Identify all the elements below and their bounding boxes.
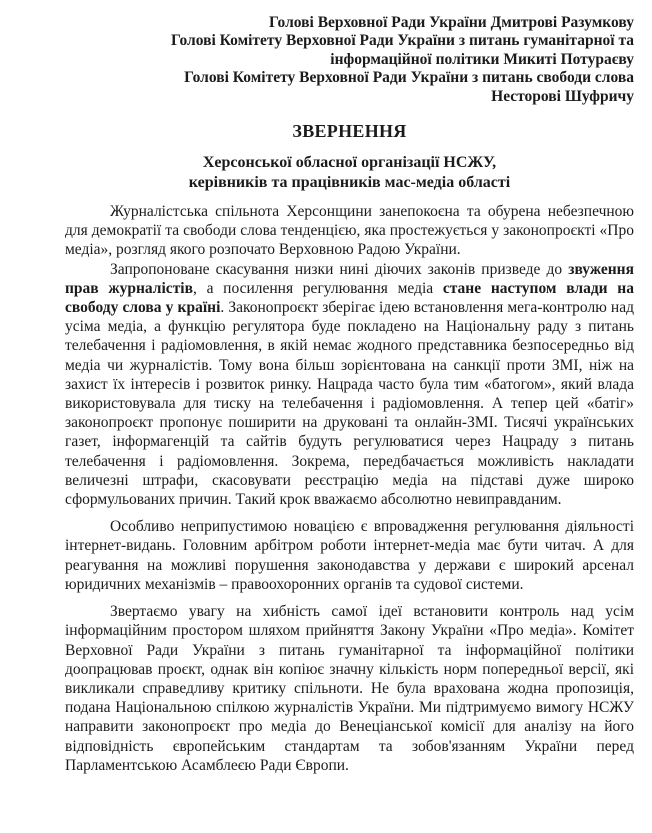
paragraph-bold-text: звуження прав журналістів <box>65 260 634 297</box>
paragraph-bold-text: стане наступом влади на свободу слова у країні <box>65 279 634 317</box>
paragraph-text: . Законопроєкт зберігає ідею встановлення мега-контролю над усіма медіа, а функцію регулятора буде покладено на Національну раду з питань телебачення і радіомовлення, в якій немає жодного представника безпосередньо від медіа чи журналістів. Тому вона більш зорієнтована на санкції проти ЗМІ, ніж на захист їх інтересів і розвиток ринку. Нацрада часто була тим «батогом», який влада використовувала для тиску на телебачення і радіомовлення. А тепер цей «батіг» законопроєкт пропонує поширити на друковані та онлайн-ЗМІ. Тисячі українських газет, інформагенцій та сайтів будуть регулюватися через Нацраду з питань телебачення і радіомовлення. Зокрема, передбачається можливість накладати величезні штрафи, скасовувати реєстрацію медіа на підставі дуже широко сформульованих причин. Такий крок вважаємо абсолютно невиправданим. <box>65 299 634 509</box>
recipient-line: Голові Комітету Верховної Ради України з питань гуманітарної та <box>170 32 634 50</box>
paragraph-text: Запропоноване скасування низки нині діючих законів призведе до <box>110 260 569 278</box>
recipient-line: Голові Комітету Верховної Ради України з питань свободи слова <box>184 69 634 87</box>
document-subtitle-line: Херсонської обласної організації НСЖУ, <box>202 154 497 172</box>
body-paragraph <box>65 602 634 775</box>
paragraph-text: , а посилення регулювання медіа <box>192 279 443 297</box>
document-subtitle <box>65 153 634 192</box>
body-paragraph <box>65 517 634 594</box>
recipients-block <box>65 14 634 106</box>
paragraph-text: Звертаємо увагу на хибність самої ідеї встановити контроль над усім інформаційним простором шляхом прийняття Закону України «Про медіа». Комітет Верховної Ради України з питань гуманітарної та інформаційної політики доопрацював проєкт, однак він копіює значну кількість норм попередньої версії, які викликали справедливу критику спільноти. Не була врахована жодна пропозиція, подана Національною спілкою журналістів України. Ми підтримуємо вимогу НСЖУ направити законопроєкт про медіа до Венеціанської комісії для аналізу на його відповідність європейським стандартам та зобов'язанням України перед Парламентською Асамблеєю Ради Європи. <box>65 603 634 774</box>
recipient-line: Голові Верховної Ради України Дмитрові Разумкову <box>269 14 634 31</box>
recipient-line: Несторові Шуфричу <box>491 87 634 105</box>
paragraph-text: Журналістська спільнота Херсонщини занепокоєна та обурена небезпечною для демократії та свободи слова тенденцією, яка простежується у законопроєкті «Про медіа», розгляд якого розпочато Верховною Радою України. <box>65 203 634 259</box>
document-body <box>65 202 634 775</box>
document-subtitle-line: керівників та працівників мас-медіа області <box>188 173 511 191</box>
body-paragraph <box>65 260 634 510</box>
recipient-line: інформаційної політики Микиті Потураєву <box>330 50 634 68</box>
body-paragraph <box>65 202 634 260</box>
document-title: ЗВЕРНЕННЯ <box>292 121 407 142</box>
paragraph-text: Особливо неприпустимою новацією є впровадження регулювання діяльності інтернет-видань. Головним арбітром роботи інтернет-медіа має бути читач. А для реагування на можливі порушення законодавства у держави є широкий арсенал юридичних механізмів – правоохоронних органів та судової системи. <box>65 518 634 593</box>
